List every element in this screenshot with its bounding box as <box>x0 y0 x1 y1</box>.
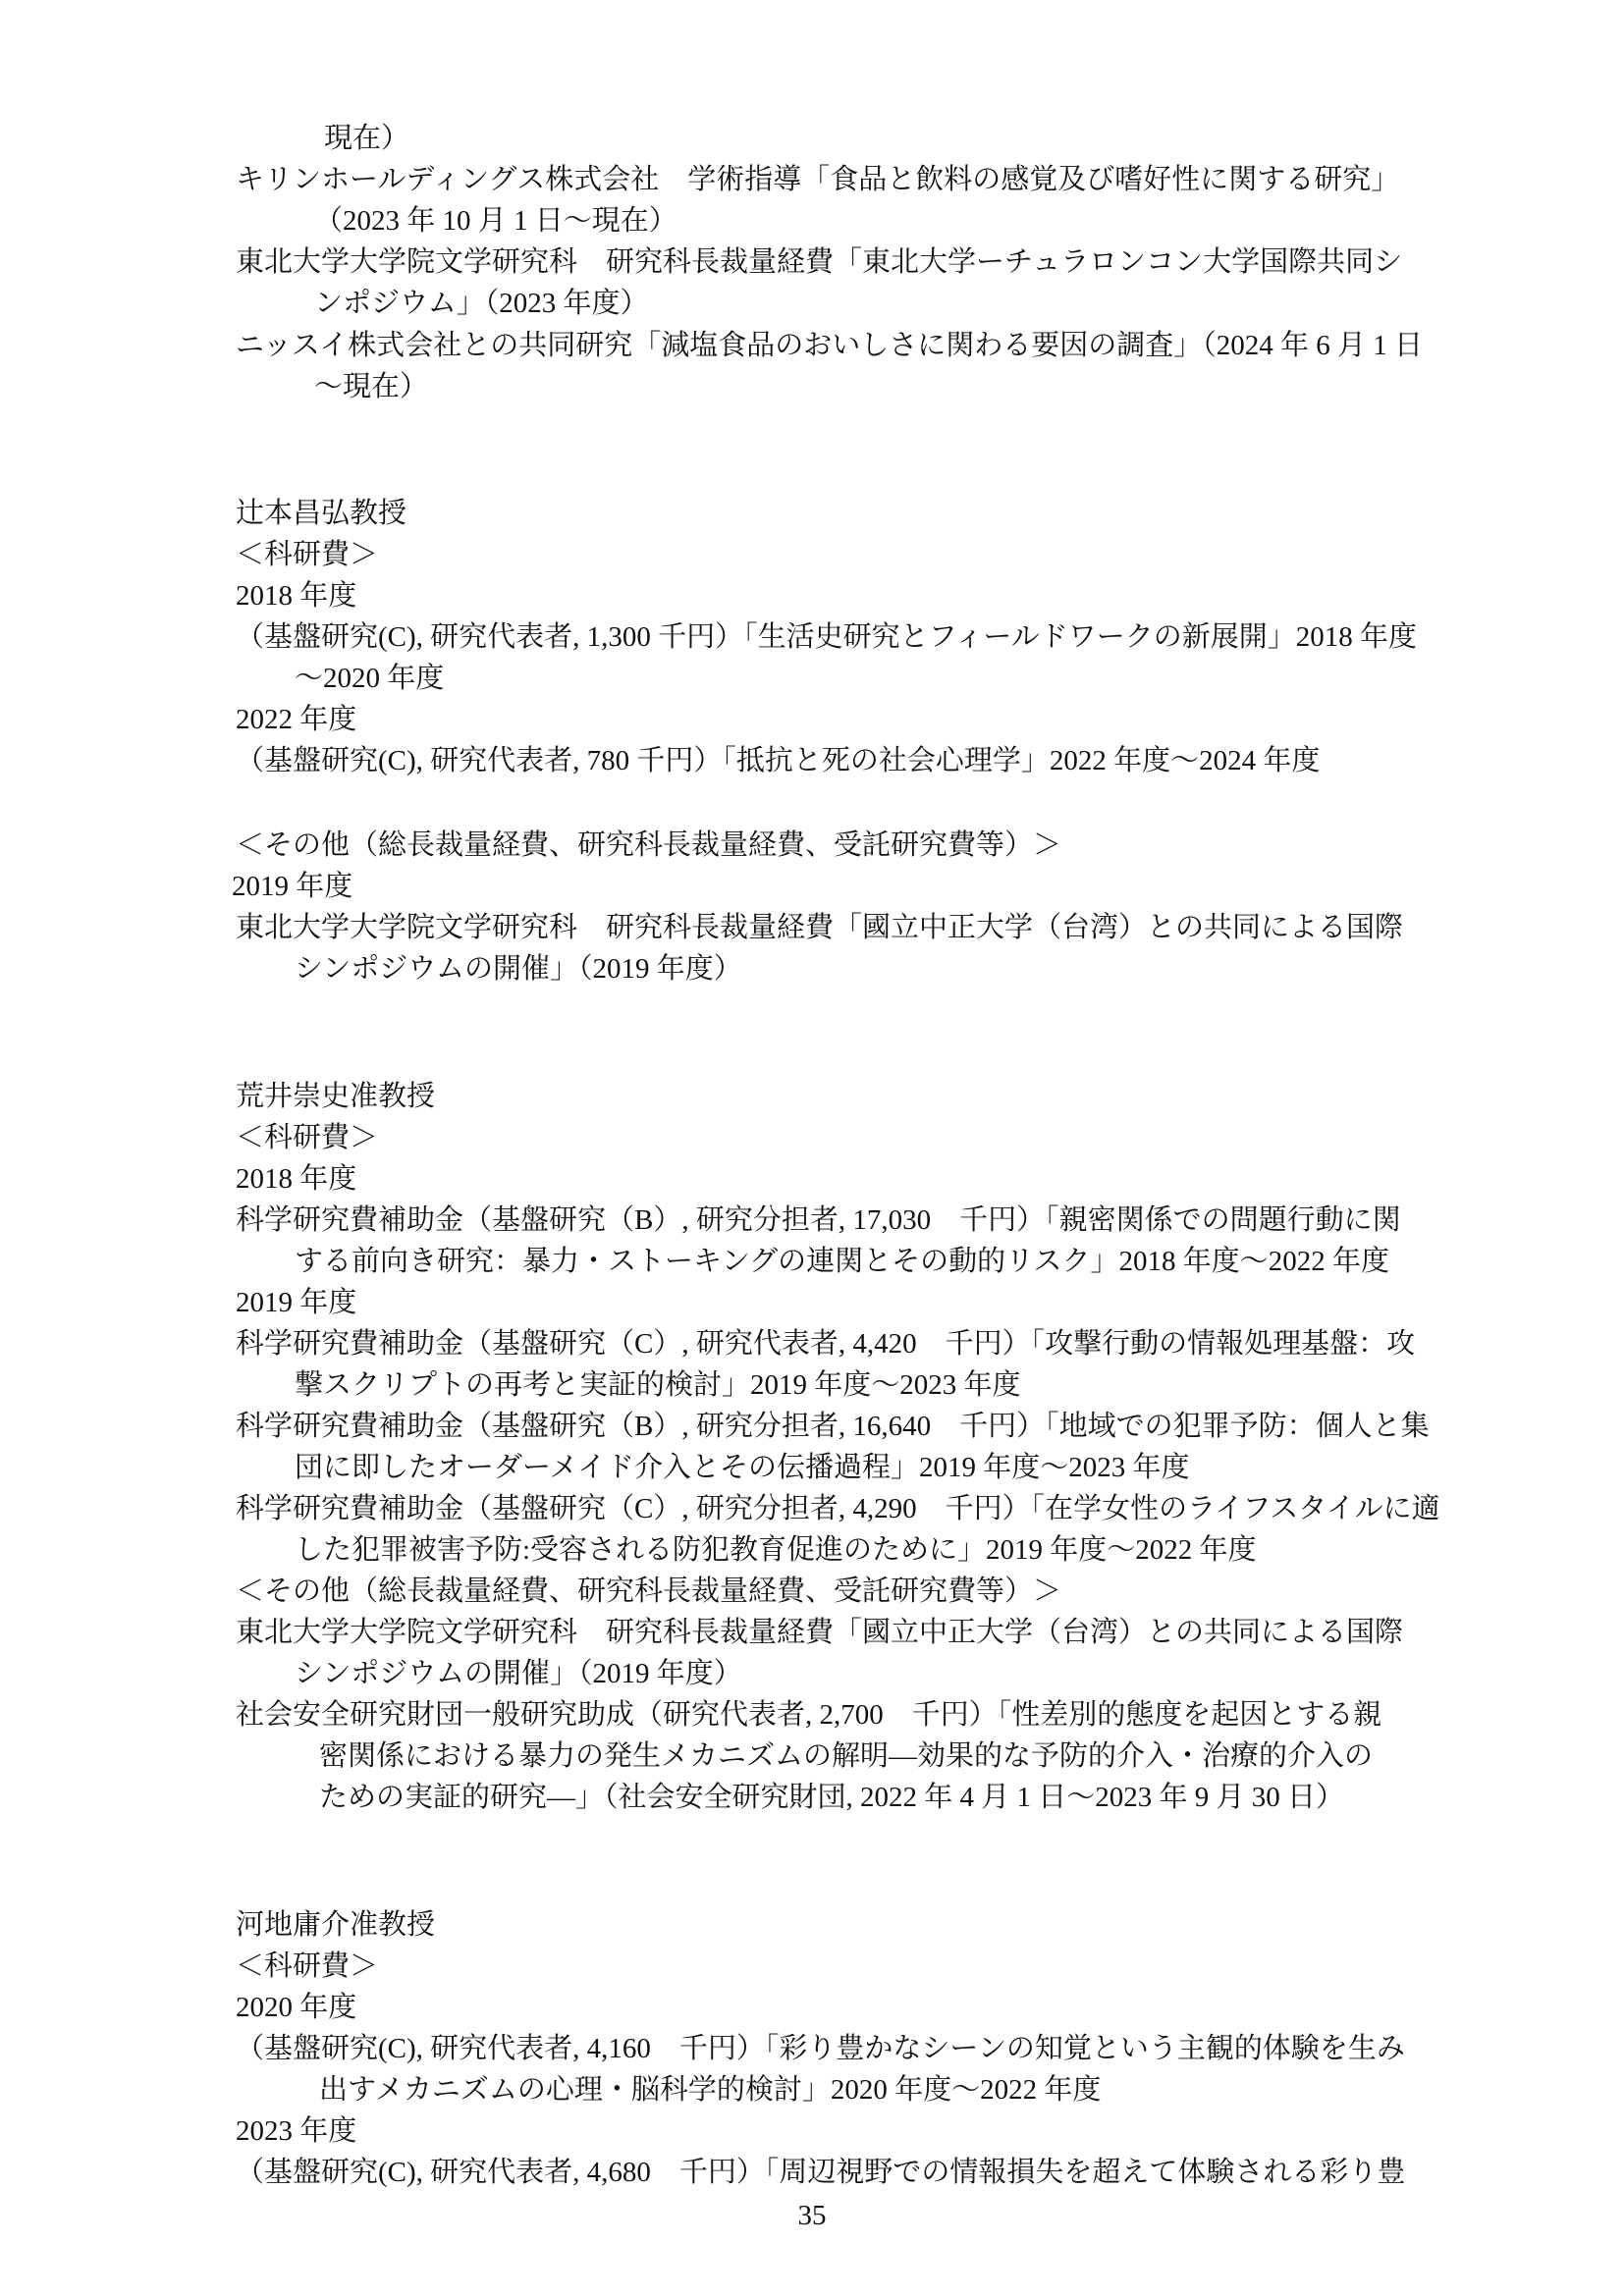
year-label: 2019 年度 <box>236 1287 357 1318</box>
grant-entry-line: 東北大学大学院文学研究科 研究科長裁量経費「國立中正大学（台湾）との共同による国際 <box>236 912 1404 943</box>
carryover-line-4: 東北大学大学院文学研究科 研究科長裁量経費「東北大学ーチュラロンコン大学国際共同シ <box>236 246 1403 278</box>
year-label: 2018 年度 <box>236 1163 357 1195</box>
grant-entry-line: シンポジウムの開催」（2019 年度） <box>295 953 742 985</box>
year-label: 2018 年度 <box>236 580 357 612</box>
year-label: 2019 年度 <box>232 871 353 902</box>
grant-entry-line: 密関係における暴力の発生メカニズムの解明―効果的な予防的介入・治療的介入の <box>319 1740 1374 1772</box>
faculty-name-tsujimoto: 辻本昌弘教授 <box>236 498 407 529</box>
grant-entry-line: 科学研究費補助金（基盤研究（B）, 研究分担者, 17,030 千円）「親密関係での問題行動に関 <box>236 1204 1401 1236</box>
carryover-line-7: ～現在） <box>314 371 429 402</box>
grant-entry-line: 東北大学大学院文学研究科 研究科長裁量経費「國立中正大学（台湾）との共同による国際 <box>236 1617 1404 1648</box>
grant-entry-line: 科学研究費補助金（基盤研究（C）, 研究分担者, 4,290 千円）「在学女性のライフスタイルに適 <box>236 1493 1440 1524</box>
grant-entry-line: する前向き研究：暴力・ストーキングの連関とその動的リスク」2018 年度～2022 年度 <box>295 1246 1390 1277</box>
faculty-name-kawachi: 河地庸介准教授 <box>236 1909 436 1941</box>
kaken-header: ＜科研費＞ <box>236 539 379 570</box>
carryover-line-2: キリンホールディングス株式会社 学術指導「食品と飲料の感覚及び嗜好性に関する研究」 <box>236 164 1400 195</box>
carryover-line-6: ニッスイ株式会社との共同研究「減塩食品のおいしさに関わる要因の調査」（2024 年 6 月 1 日 <box>236 330 1424 361</box>
grant-entry-line: ～2020 年度 <box>295 663 445 694</box>
other-funding-header: ＜その他（総長裁量経費、研究科長裁量経費、受託研究費等）＞ <box>236 1575 1062 1607</box>
grant-entry-line: 科学研究費補助金（基盤研究（C）, 研究代表者, 4,420 千円）「攻撃行動の情報処理基盤：攻 <box>236 1328 1416 1360</box>
grant-entry-line: （基盤研究(C), 研究代表者, 4,680 千円）「周辺視野での情報損失を超えて体験される彩り豊 <box>236 2157 1406 2188</box>
grant-entry-line: 社会安全研究財団一般研究助成（研究代表者, 2,700 千円）「性差別的態度を起因とする親 <box>236 1699 1382 1731</box>
carryover-line-3: （2023 年 10 月 1 日～現在） <box>314 205 677 237</box>
grant-entry-line: 団に即したオーダーメイド介入とその伝播過程」2019 年度～2023 年度 <box>295 1452 1190 1483</box>
year-label: 2023 年度 <box>236 2115 357 2147</box>
faculty-name-arai: 荒井崇史准教授 <box>236 1081 436 1112</box>
grant-entry-line: 撃スクリプトの再考と実証的検討」2019 年度～2023 年度 <box>295 1369 1021 1401</box>
grant-entry-line: 出すメカニズムの心理・脳科学的検討」2020 年度～2022 年度 <box>319 2074 1102 2106</box>
grant-entry-line: シンポジウムの開催」（2019 年度） <box>295 1658 742 1689</box>
grant-entry-line: （基盤研究(C), 研究代表者, 780 千円）「抵抗と死の社会心理学」2022 年度～2024 年度 <box>236 745 1321 776</box>
grant-entry-line: ための実証的研究―」（社会安全研究財団, 2022 年 4 月 1 日～2023 年 9 月 30 日） <box>319 1782 1345 1813</box>
carryover-line-5: ンポジウム」（2023 年度） <box>314 288 649 319</box>
grant-entry-line: （基盤研究(C), 研究代表者, 1,300 千円）「生活史研究とフィールドワークの新展開」2018 年度 <box>236 621 1418 653</box>
grant-entry-line: 科学研究費補助金（基盤研究（B）, 研究分担者, 16,640 千円）「地域での犯罪予防：個人と集 <box>236 1411 1430 1442</box>
carryover-line-1: 現在） <box>324 123 410 154</box>
other-funding-header: ＜その他（総長裁量経費、研究科長裁量経費、受託研究費等）＞ <box>236 829 1062 861</box>
year-label: 2020 年度 <box>236 1992 357 2023</box>
grant-entry-line: した犯罪被害予防:受容される防犯教育促進のために」2019 年度～2022 年度 <box>295 1534 1257 1566</box>
kaken-header: ＜科研費＞ <box>236 1950 379 1982</box>
grant-entry-line: （基盤研究(C), 研究代表者, 4,160 千円）「彩り豊かなシーンの知覚という主観的体験を生み <box>236 2033 1405 2064</box>
year-label: 2022 年度 <box>236 704 357 735</box>
kaken-header: ＜科研費＞ <box>236 1122 379 1153</box>
page-number: 35 <box>797 2200 827 2231</box>
